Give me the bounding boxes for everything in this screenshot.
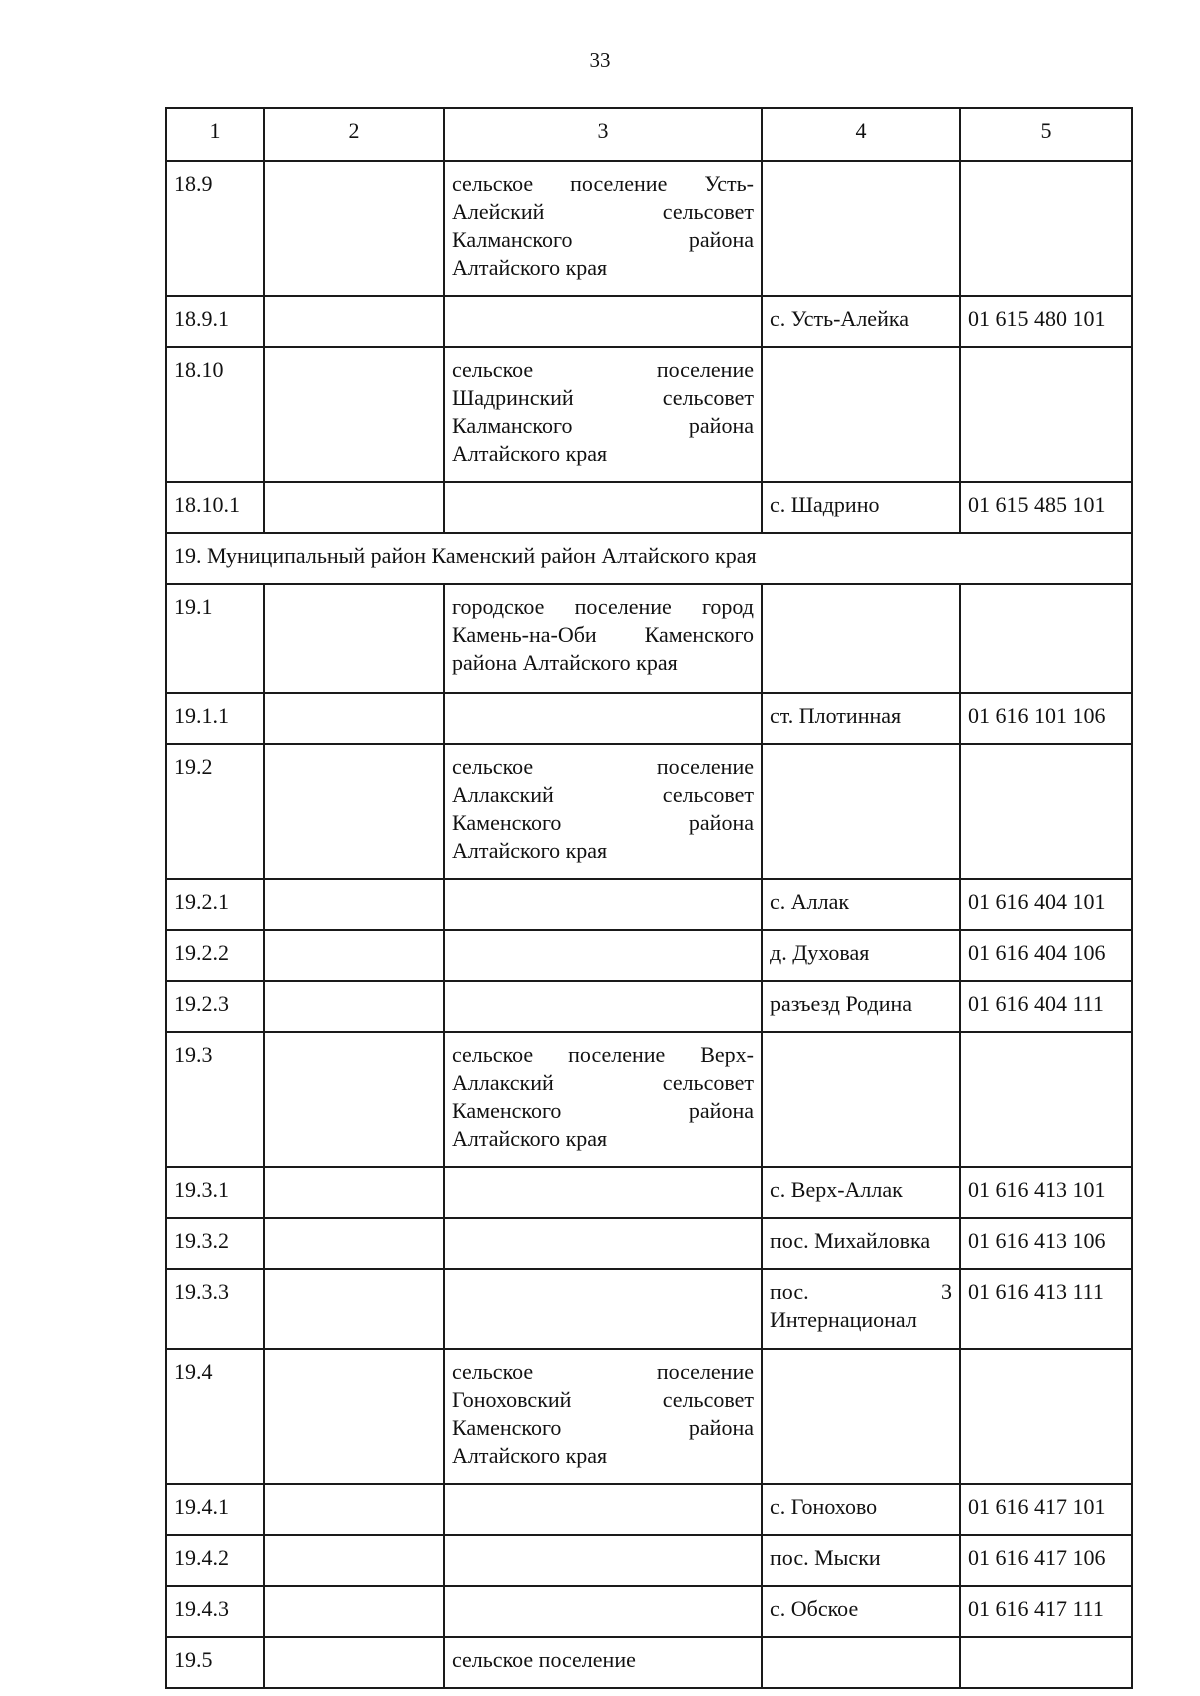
municipality-name-line: Аллакский сельсовет [452,1070,754,1095]
municipality-name [444,1032,762,1167]
settlement-name-line: пос. 3 [770,1279,952,1304]
table-row [166,693,1132,744]
municipality-name [444,1586,762,1637]
table-row [166,161,1132,296]
municipality-name-line: Шадринский сельсовет [452,385,754,410]
row-number: 19.4.2 [166,1535,264,1586]
oktmo-code: 01 616 417 106 [960,1535,1132,1586]
table-row [166,930,1132,981]
municipality-name-line: Алтайского края [452,838,608,863]
municipality-name-line: Каменского района [452,1098,754,1123]
municipality-name-line: Калманского района [452,413,754,438]
municipality-name-line: сельское поселение [452,1359,754,1384]
row-col2 [264,482,444,533]
section-title: 19. Муниципальный район Каменский район Алтайского края [166,533,1132,584]
table-row [166,1269,1132,1349]
settlement-name [762,1349,960,1484]
row-col2 [264,347,444,482]
municipality-name-line: Алтайского края [452,255,608,280]
municipality-name-line: Калманского района [452,227,754,252]
municipality-name-line: Каменского района [452,810,754,835]
table-row [166,1637,1132,1688]
municipality-name [444,296,762,347]
table-row [166,981,1132,1032]
municipality-name [444,693,762,744]
oktmo-code: 01 615 480 101 [960,296,1132,347]
municipality-name-line: Аллакский сельсовет [452,782,754,807]
oktmo-code: 01 616 417 101 [960,1484,1132,1535]
row-col2 [264,296,444,347]
municipality-name [444,879,762,930]
table-row [166,482,1132,533]
municipality-name [444,1269,762,1349]
row-col2 [264,1586,444,1637]
table-row [166,1484,1132,1535]
municipality-name [444,482,762,533]
row-number: 19.2 [166,744,264,879]
row-col2 [264,744,444,879]
row-number: 19.2.3 [166,981,264,1032]
oktmo-code: 01 616 413 101 [960,1167,1132,1218]
oktmo-code: 01 616 413 111 [960,1269,1132,1349]
row-number: 19.3.3 [166,1269,264,1349]
settlement-name: с. Усть-Алейка [762,296,960,347]
table-row [166,1535,1132,1586]
table-row [166,1167,1132,1218]
oktmo-code: 01 616 404 106 [960,930,1132,981]
oktmo-code [960,584,1132,693]
row-col2 [264,1349,444,1484]
oktmo-code [960,347,1132,482]
table-row [166,744,1132,879]
table-row [166,1586,1132,1637]
settlement-name: с. Аллак [762,879,960,930]
row-number: 18.10 [166,347,264,482]
settlement-name: пос. Мыски [762,1535,960,1586]
municipality-name-line: сельское поселение Усть- [452,171,754,196]
header-cell-1: 1 [166,108,264,161]
row-col2 [264,981,444,1032]
municipality-name-line: района Алтайского края [452,650,678,675]
table-header-row [166,108,1132,161]
municipality-name-line: Камень-на-Оби Каменского [452,622,754,647]
municipality-name-line: Гоноховский сельсовет [452,1387,754,1412]
municipality-name [444,1349,762,1484]
row-number: 19.4 [166,1349,264,1484]
municipality-name-line: сельское поселение Верх- [452,1042,754,1067]
municipality-name [444,1218,762,1269]
header-cell-5: 5 [960,108,1132,161]
row-col2 [264,1484,444,1535]
municipality-name [444,1484,762,1535]
row-number: 19.4.1 [166,1484,264,1535]
settlement-name [762,744,960,879]
settlement-name [762,1032,960,1167]
table-body [166,161,1132,1688]
settlement-name: с. Гонохово [762,1484,960,1535]
oktmo-code: 01 615 485 101 [960,482,1132,533]
row-number: 18.9 [166,161,264,296]
settlement-name [762,1269,960,1349]
municipality-name-line: Алтайского края [452,441,608,466]
row-number: 19.2.1 [166,879,264,930]
municipality-name-line: Алейский сельсовет [452,199,754,224]
table-row [166,584,1132,693]
municipality-name-line: Каменского района [452,1415,754,1440]
row-number: 19.1 [166,584,264,693]
municipality-name-line: сельское поселение [452,754,754,779]
row-col2 [264,930,444,981]
row-col2 [264,161,444,296]
row-number: 19.3 [166,1032,264,1167]
oktmo-code [960,1032,1132,1167]
row-col2 [264,1218,444,1269]
settlement-name: ст. Плотинная [762,693,960,744]
row-col2 [264,693,444,744]
oktmo-code [960,161,1132,296]
settlement-name: д. Духовая [762,930,960,981]
settlements-table [165,107,1133,1689]
municipality-name-line: Алтайского края [452,1126,608,1151]
row-number: 18.10.1 [166,482,264,533]
table-row [166,1349,1132,1484]
row-number: 19.5 [166,1637,264,1688]
table-row [166,1218,1132,1269]
row-col2 [264,1637,444,1688]
header-cell-2: 2 [264,108,444,161]
municipality-name [444,1167,762,1218]
settlement-name: с. Верх-Аллак [762,1167,960,1218]
table-row [166,347,1132,482]
oktmo-code [960,1637,1132,1688]
row-number: 18.9.1 [166,296,264,347]
header-cell-4: 4 [762,108,960,161]
settlement-name [762,347,960,482]
settlement-name: разъезд Родина [762,981,960,1032]
row-col2 [264,1535,444,1586]
municipality-name-line: Алтайского края [452,1443,608,1468]
settlement-name: с. Обское [762,1586,960,1637]
municipality-name [444,744,762,879]
row-col2 [264,1167,444,1218]
row-col2 [264,584,444,693]
settlement-name-line: Интернационал [770,1307,917,1332]
oktmo-code: 01 616 101 106 [960,693,1132,744]
settlement-name [762,584,960,693]
table-row [166,1032,1132,1167]
table-row [166,879,1132,930]
municipality-name-line: городское поселение город [452,594,754,619]
oktmo-code: 01 616 404 101 [960,879,1132,930]
municipality-name [444,584,762,693]
row-number: 19.1.1 [166,693,264,744]
settlement-name: пос. Михайловка [762,1218,960,1269]
row-col2 [264,879,444,930]
oktmo-code: 01 616 404 111 [960,981,1132,1032]
settlement-name [762,1637,960,1688]
municipality-name [444,1535,762,1586]
oktmo-code [960,1349,1132,1484]
row-number: 19.2.2 [166,930,264,981]
municipality-name [444,1637,762,1688]
row-number: 19.3.2 [166,1218,264,1269]
municipality-name [444,161,762,296]
oktmo-code: 01 616 417 111 [960,1586,1132,1637]
municipality-name-line: сельское поселение [452,1647,636,1672]
page-number: 33 [589,48,611,72]
municipality-name [444,347,762,482]
municipality-name [444,930,762,981]
row-col2 [264,1269,444,1349]
table-row [166,296,1132,347]
oktmo-code: 01 616 413 106 [960,1218,1132,1269]
row-col2 [264,1032,444,1167]
oktmo-code [960,744,1132,879]
municipality-name-line: сельское поселение [452,357,754,382]
section-row [166,533,1132,584]
settlement-name [762,161,960,296]
municipality-name [444,981,762,1032]
row-number: 19.3.1 [166,1167,264,1218]
row-number: 19.4.3 [166,1586,264,1637]
header-cell-3: 3 [444,108,762,161]
settlement-name: с. Шадрино [762,482,960,533]
